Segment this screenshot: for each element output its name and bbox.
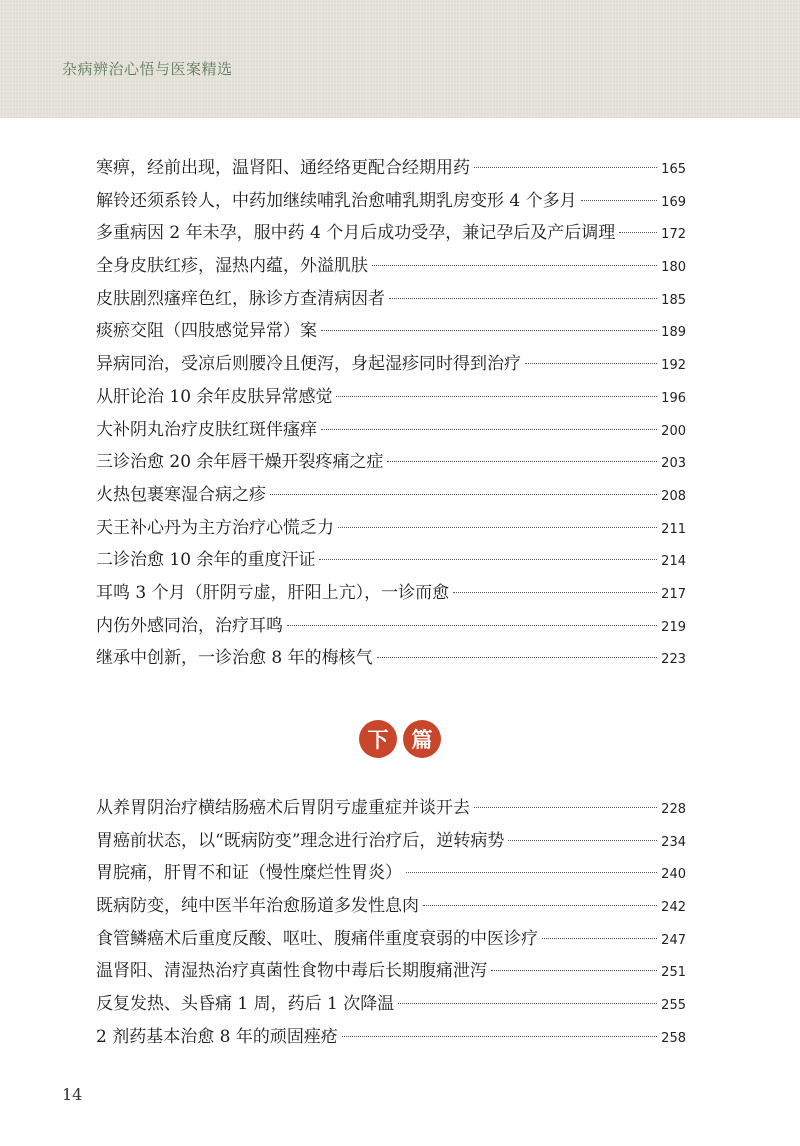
toc-entry-title: 皮肤剧烈瘙痒色红，脉诊方查清病因者 [96,288,385,309]
section-char-1: 下 [359,720,397,758]
toc-lower-list [96,792,686,1054]
toc-entry-page: 189 [661,325,686,341]
toc-entry-title: 内伤外感同治，治疗耳鸣 [96,615,283,636]
dot-leader [581,200,658,201]
toc-upper-list [96,152,686,675]
dot-leader [319,559,657,560]
toc-entry[interactable] [96,890,686,923]
toc-entry-title: 从肝论治 10 余年皮肤异常感觉 [96,386,333,407]
toc-entry-page: 185 [661,292,686,308]
toc-entry-page: 217 [661,586,686,602]
toc-entry-page: 251 [661,965,686,981]
toc-entry-title: 寒痹，经前出现，温肾阳、通经络更配合经期用药 [96,158,470,178]
dot-leader [270,494,657,495]
toc-entry-page: 228 [661,802,686,817]
toc-entry[interactable] [96,414,686,447]
toc-entry-page: 258 [661,1030,686,1046]
toc-entry-page: 211 [661,521,686,537]
dot-leader [453,592,657,593]
toc-entry-title: 继承中创新，一诊治愈 8 年的梅核气 [96,648,373,669]
book-title: 杂病辨治心悟与医案精选 [62,60,233,78]
toc-entry-page: 255 [661,998,686,1014]
toc-entry[interactable] [96,610,686,643]
dot-leader [287,625,657,626]
toc-entry-title: 大补阴丸治疗皮肤红斑伴瘙痒 [96,419,317,440]
toc-entry[interactable] [96,185,686,218]
toc-entry-title: 2 剂药基本治愈 8 年的顽固痤疮 [96,1026,338,1047]
section-heading [0,720,800,758]
dot-leader [387,461,657,462]
toc-entry[interactable] [96,512,686,545]
toc-entry-page: 172 [661,227,686,243]
toc-entry-page: 208 [661,488,686,504]
toc-entry-page: 247 [661,932,686,948]
toc-entry-page: 192 [661,358,686,374]
toc-entry-title: 痰瘀交阻（四肢感觉异常）案 [96,321,317,342]
toc-entry-title: 全身皮肤红疹，湿热内蕴，外溢肌肤 [96,256,368,277]
toc-entry-title: 食管鳞癌术后重度反酸、呕吐、腹痛伴重度衰弱的中医诊疗 [96,928,538,949]
toc-entry-page: 196 [661,390,686,406]
toc-entry-page: 223 [661,652,686,668]
toc-entry[interactable] [96,577,686,610]
toc-entry[interactable] [96,381,686,414]
dot-leader [321,429,657,430]
toc-entry[interactable] [96,250,686,283]
toc-entry-title: 从养胃阴治疗横结肠癌术后胃阴亏虚重症并谈开去 [96,798,470,818]
toc-entry-page: 180 [661,260,686,276]
toc-entry[interactable] [96,825,686,858]
dot-leader [336,396,657,397]
toc-entry[interactable] [96,348,686,381]
toc-entry-title: 火热包裹寒湿合病之疹 [96,484,266,505]
dot-leader [508,840,657,841]
toc-entry-title: 胃癌前状态，以“既病防变”理念进行治疗后，逆转病势 [96,830,505,851]
toc-entry-page: 169 [661,194,686,210]
toc-entry[interactable] [96,544,686,577]
toc-entry-page: 234 [661,834,686,850]
toc-entry-title: 异病同治，受凉后则腰冷且便泻，身起湿疹同时得到治疗 [96,354,521,375]
toc-entry[interactable] [96,923,686,956]
dot-leader [389,298,657,299]
dot-leader [423,905,657,906]
dot-leader [474,167,657,168]
toc-entry[interactable] [96,446,686,479]
toc-entry-title: 多重病因 2 年未孕，服中药 4 个月后成功受孕，兼记孕后及产后调理 [96,223,616,244]
dot-leader [342,1036,657,1037]
toc-entry-title: 既病防变，纯中医半年治愈肠道多发性息肉 [96,896,419,917]
toc-entry-page: 165 [661,162,686,177]
toc-entry-title: 三诊治愈 20 余年唇干燥开裂疼痛之症 [96,452,384,473]
dot-leader [406,872,657,873]
toc-entry[interactable] [96,857,686,890]
dot-leader [542,938,657,939]
toc-entry[interactable] [96,315,686,348]
dot-leader [377,657,658,658]
toc-entry-title: 解铃还须系铃人，中药加继续哺乳治愈哺乳期乳房变形 4 个多月 [96,190,577,211]
toc-entry-page: 240 [661,867,686,883]
toc-entry-title: 温肾阳、清湿热治疗真菌性食物中毒后长期腹痛泄泻 [96,961,487,982]
toc-entry-page: 203 [661,456,686,472]
toc-entry[interactable] [96,792,686,825]
dot-leader [321,330,657,331]
toc-entry[interactable] [96,152,686,185]
dot-leader [525,363,657,364]
page-header [0,0,800,118]
toc-entry-page: 200 [661,423,686,439]
toc-entry[interactable] [96,1021,686,1054]
dot-leader [474,807,657,808]
toc-entry-page: 242 [661,900,686,916]
toc-entry-title: 反复发热、头昏痛 1 周，药后 1 次降温 [96,994,395,1015]
toc-entry[interactable] [96,217,686,250]
dot-leader [619,232,657,233]
dot-leader [338,527,657,528]
toc-entry[interactable] [96,642,686,675]
dot-leader [372,265,657,266]
section-char-2: 篇 [403,720,441,758]
toc-entry[interactable] [96,479,686,512]
page-number: 14 [62,1085,83,1104]
toc-entry[interactable] [96,955,686,988]
toc-entry-title: 耳鸣 3 个月（肝阴亏虚，肝阳上亢），一诊而愈 [96,582,450,603]
dot-leader [398,1003,657,1004]
toc-entry-title: 二诊治愈 10 余年的重度汗证 [96,550,316,571]
toc-entry-page: 214 [661,554,686,570]
toc-entry[interactable] [96,988,686,1021]
toc-entry-title: 胃脘痛，肝胃不和证（慢性糜烂性胃炎） [96,863,402,884]
dot-leader [491,970,657,971]
toc-entry-page: 219 [661,619,686,635]
toc-entry[interactable] [96,283,686,316]
toc-entry-title: 天王补心丹为主方治疗心慌乏力 [96,517,334,538]
